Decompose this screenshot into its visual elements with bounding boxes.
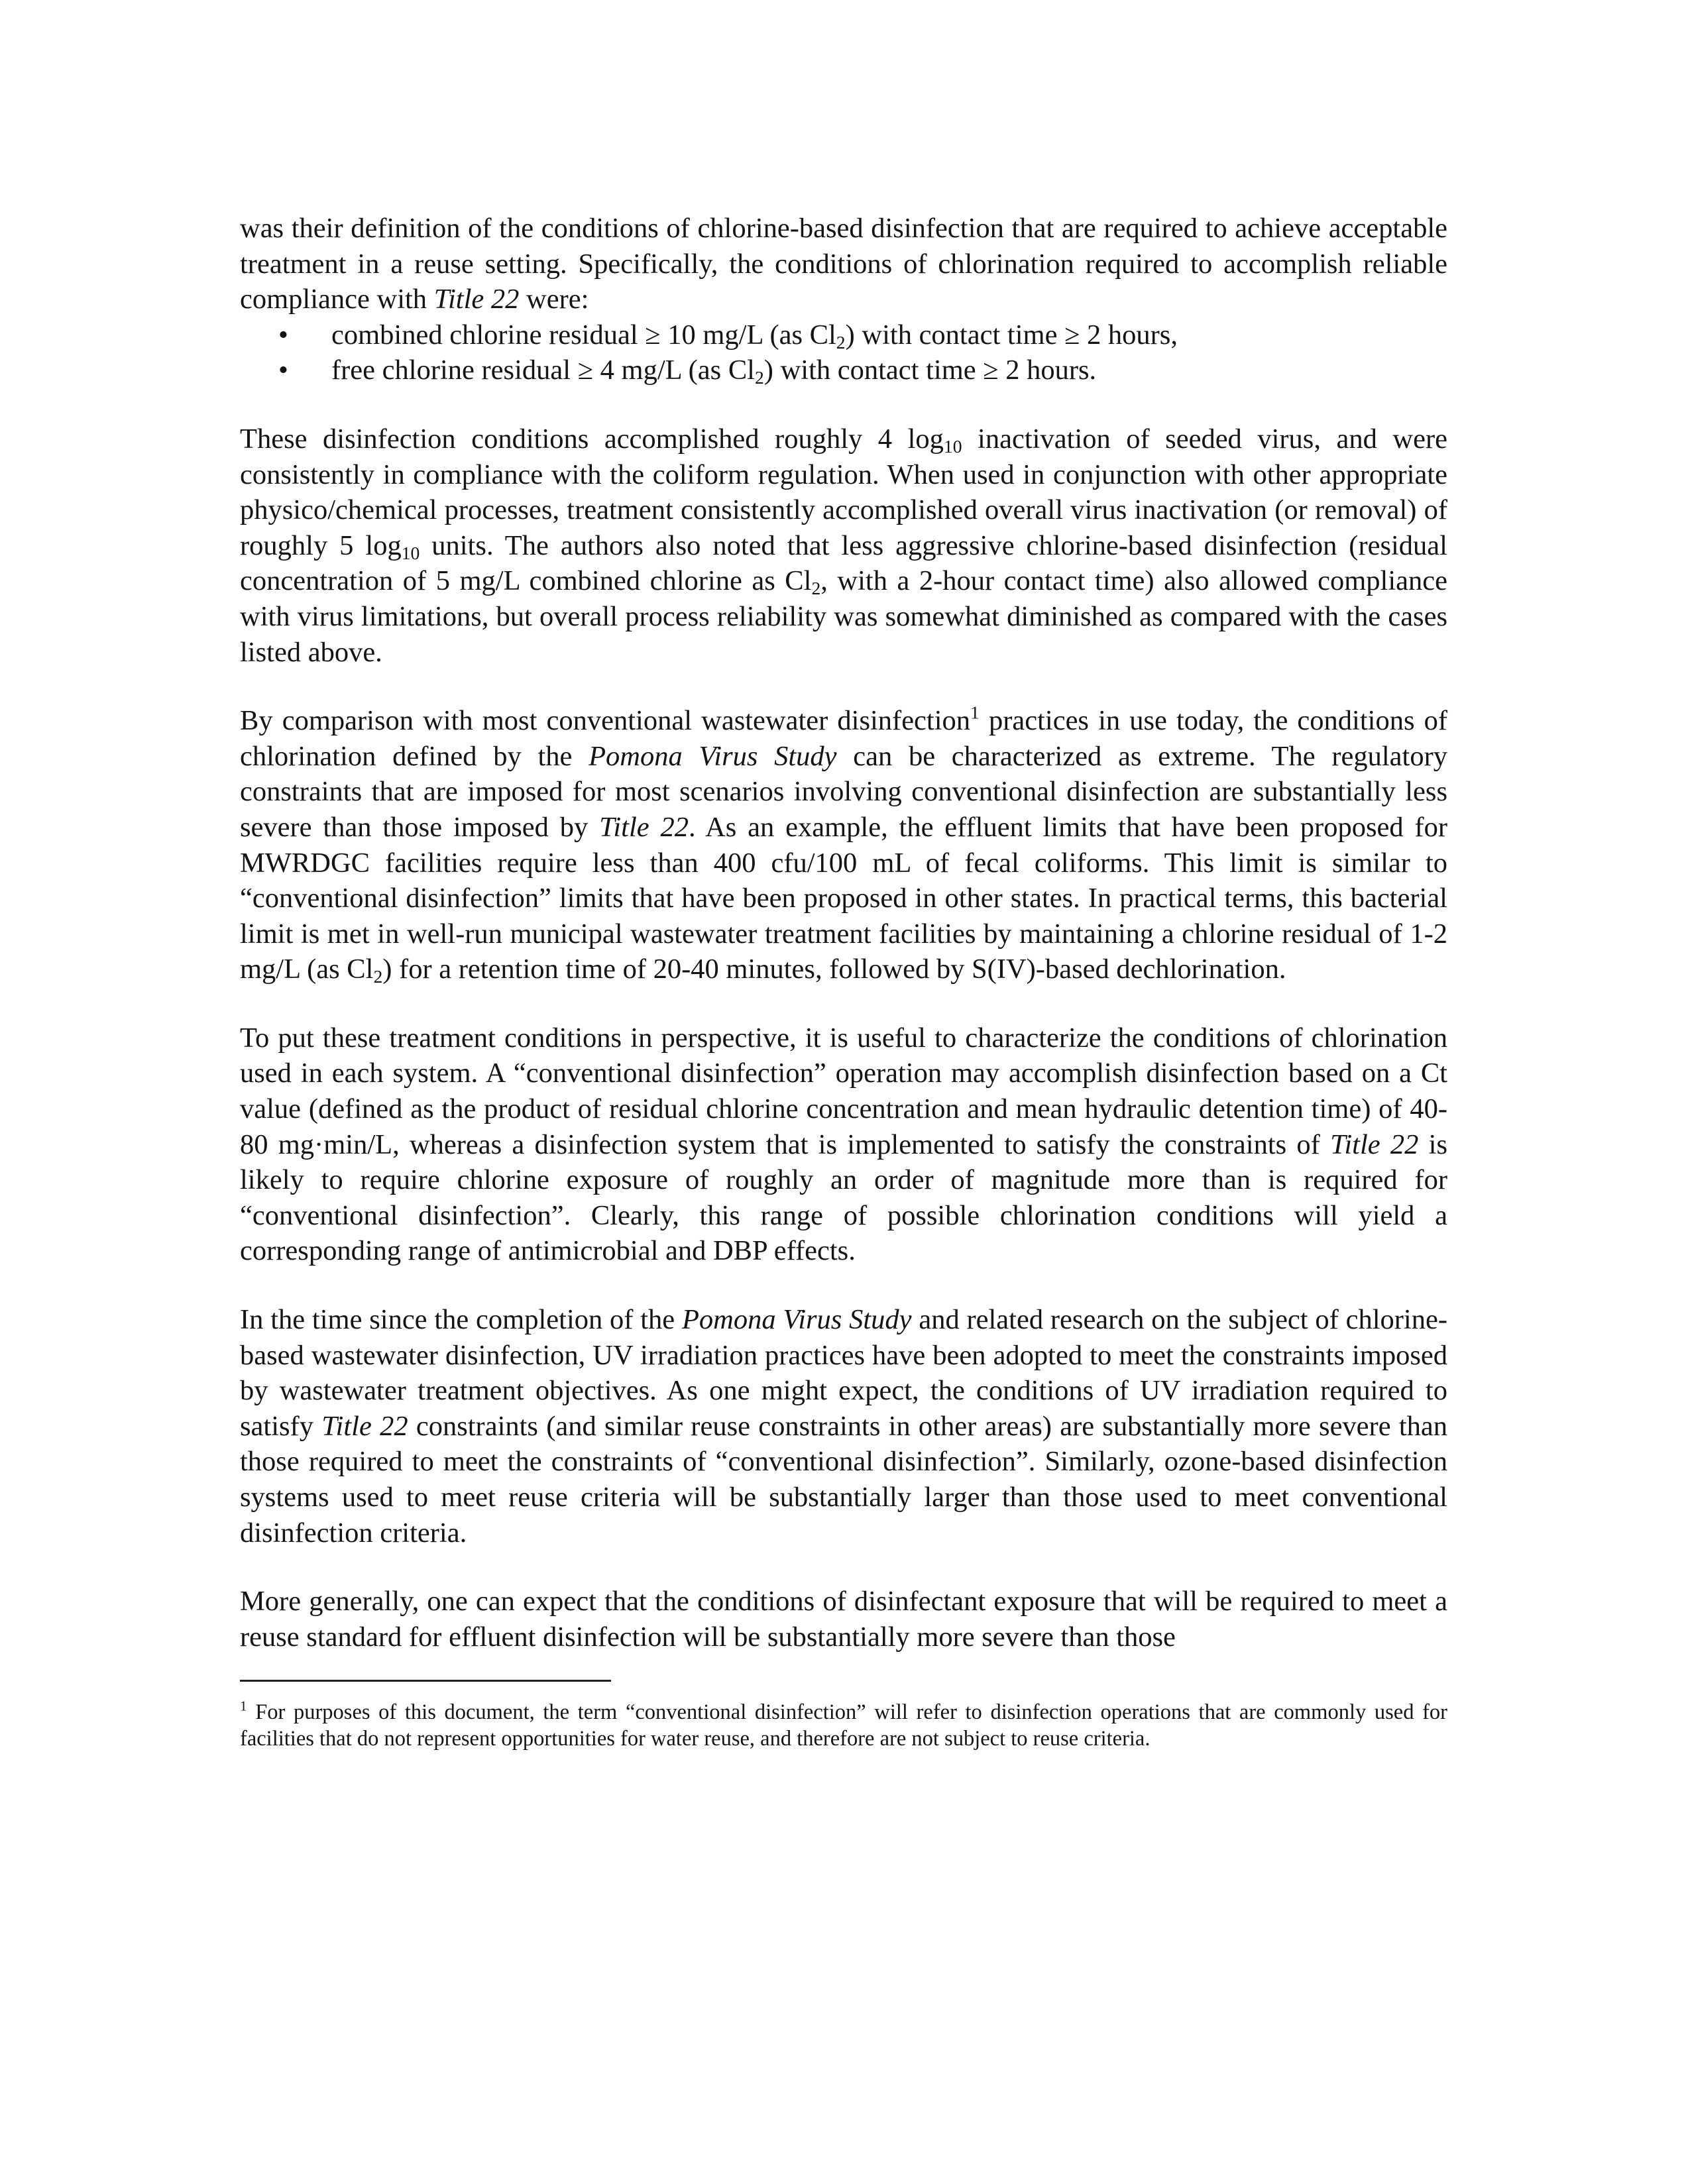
footnote: $^1$ For purposes of this document, the term “conventional disinfection” will refer to disinfection operations that are commonly used for facilities that do not represent opportunities for water reuse, and therefore are not subject to reuse criteria. <box>240 1698 1447 1751</box>
footnote-divider <box>240 1680 611 1682</box>
document-page <box>240 211 1447 1752</box>
list-item: • combined chlorine residual ≥ 10 mg/L (as $Cl_2$) with contact time ≥ 2 hours, <box>240 317 1447 353</box>
footnote-reference[interactable]: 1 <box>970 702 980 723</box>
footnote-mark: 1 <box>240 1698 247 1714</box>
chlorination-conditions-list <box>240 317 1447 388</box>
paragraph-comparison: By comparison with most conventional wastewater disinfection$^1$ practices in use today, the conditions of chlorination defined by the Pomona Virus Study can be characterized as extreme. The regulatory constraints that are imposed for most scenarios involving conventional disinfection are substantially less severe than those imposed by Title 22. As an example, the effluent limits that have been proposed for MWRDGC facilities require less than 400 cfu/100 mL of fecal coliforms. This limit is similar to “conventional disinfection” limits that have been proposed in other states. In practical terms, this bacterial limit is met in well-run municipal wastewater treatment facilities by maintaining a chlorine residual of 1-2 mg/L (as $Cl_2$) for a retention time of 20-40 minutes, followed by S(IV)-based dechlorination. <box>240 702 1448 987</box>
paragraph-inactivation: These disinfection conditions accomplished roughly 4 $\log_{10}$ inactivation of seeded virus, and were consistently in compliance with the coliform regulation. When used in conjunction with other appropriate physico/chemical processes, treatment consistently accomplished overall virus inactivation (or removal) of roughly 5 $\log_{10}$ units. The authors also noted that less aggressive chlorine-based disinfection (residual concentration of 5 mg/L combined chlorine as $Cl_2$, with a 2-hour contact time) also allowed compliance with virus limitations, but overall process reliability was somewhat diminished as compared with the cases listed above. <box>240 423 1447 668</box>
paragraph-perspective: To put these treatment conditions in perspective, it is useful to characterize the conditions of chlorination used in each system. A “conventional disinfection” operation may accomplish disinfection based on a Ct value (defined as the product of residual chlorine concentration and mean hydraulic detention time) of 40-80 mg·min/L, whereas a disinfection system that is implemented to satisfy the constraints of Title 22 is likely to require chlorine exposure of roughly an order of magnitude more than is required for “conventional disinfection”. Clearly, this range of possible chlorination conditions will yield a corresponding range of antimicrobial and DBP effects. <box>240 1022 1447 1267</box>
title-22-ref: Title 22 <box>433 284 520 315</box>
bullet-icon: • <box>278 355 288 386</box>
paragraph-intro: was their definition of the conditions of chlorine-based disinfection that are required to achieve acceptable treatment in a reuse setting. Specifically, the conditions of chlorination required to accomplish reliable compliance with Title 22 were: <box>240 213 1447 315</box>
paragraph-uv-ozone: In the time since the completion of the Pomona Virus Study and related research on the subject of chlorine-based wastewater disinfection, UV irradiation practices have been adopted to meet the constraints imposed by wastewater treatment objectives. As one might expect, the conditions of UV irradiation required to satisfy Title 22 constraints (and similar reuse constraints in other areas) are substantially more severe than those required to meet the constraints of “conventional disinfection”. Similarly, ozone-based disinfection systems used to meet reuse criteria will be substantially larger than those used to meet conventional disinfection criteria. <box>240 1304 1447 1549</box>
list-item: • free chlorine residual ≥ 4 mg/L (as $Cl_2$) with contact time ≥ 2 hours. <box>240 353 1447 388</box>
paragraph-generally: More generally, one can expect that the conditions of disinfectant exposure that will be required to meet a reuse standard for effluent disinfection will be substantially more severe than those <box>240 1586 1447 1653</box>
bullet-icon: • <box>278 319 288 351</box>
